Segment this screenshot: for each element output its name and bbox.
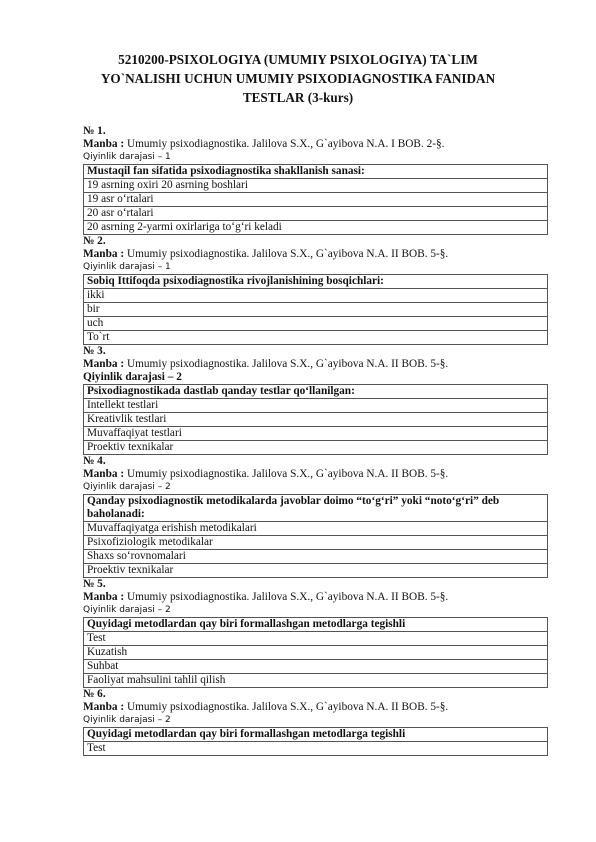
answer-option: ikki [84, 289, 548, 303]
question-text: Mustaqil fan sifatida psixodiagnostika shakllanish sanasi: [84, 165, 548, 179]
answer-row [84, 674, 548, 688]
answer-row [84, 317, 548, 331]
question-row [84, 165, 548, 179]
difficulty-level: Qiyinlik darajasi – 1 [83, 152, 171, 162]
question-source [83, 248, 548, 261]
answer-option: Suhbat [84, 660, 548, 674]
title-line: TESTLAR (3-kurs) [242, 90, 354, 105]
question-number: № 3. [83, 345, 106, 357]
question-table [83, 274, 548, 345]
answer-row [84, 441, 548, 455]
title-line: YO`NALISHI UCHUN UMUMIY PSIXODIAGNOSTIKA FANIDAN [100, 71, 496, 86]
question-table [83, 617, 548, 688]
source-text: Umumiy psixodiagnostika. Jalilova S.X., G`ayibova N.A. I BOB. 2-§. [124, 138, 445, 150]
answer-row [84, 427, 548, 441]
answer-option: Test [84, 742, 548, 756]
answer-option: To`rt [84, 331, 548, 345]
answer-option: 19 asrning oxiri 20 asrning boshlari [84, 179, 548, 193]
source-text: Umumiy psixodiagnostika. Jalilova S.X., G`ayibova N.A. II BOB. 5-§. [124, 248, 449, 260]
answer-option: 19 asr o‘rtalari [84, 193, 548, 207]
question-number: № 4. [83, 455, 106, 467]
answer-option: 20 asrning 2-yarmi oxirlariga to‘g‘ri keladi [84, 221, 548, 235]
question-source [83, 138, 548, 151]
title-line: 5210200-PSIXOLOGIYA (UMUMIY PSIXOLOGIYA) TA`LIM [118, 52, 478, 67]
answer-option: Muvaffaqiyatga erishish metodikalari [84, 522, 548, 536]
question-text: Psixodiagnostikada dastlab qanday testlar qo‘llanilgan: [84, 385, 548, 399]
question-block [83, 455, 548, 578]
answer-option: Kreativlik testlari [84, 413, 548, 427]
difficulty-level: Qiyinlik darajasi – 2 [83, 715, 171, 725]
question-number: № 2. [83, 235, 106, 247]
question-row [84, 275, 548, 289]
answer-row [84, 207, 548, 221]
question-block [83, 125, 548, 235]
answer-option: Intellekt testlari [84, 399, 548, 413]
answer-option: uch [84, 317, 548, 331]
answer-option: Kuzatish [84, 646, 548, 660]
answer-row [84, 179, 548, 193]
question-number: № 5. [83, 578, 106, 590]
question-block [83, 688, 548, 756]
question-block [83, 235, 548, 345]
answer-option: Test [84, 632, 548, 646]
answer-row [84, 742, 548, 756]
answer-option: Psixofiziologik metodikalar [84, 536, 548, 550]
document-title [60, 50, 536, 107]
difficulty-level: Qiyinlik darajasi – 2 [83, 371, 182, 383]
source-label: Manba : [83, 358, 125, 370]
source-label: Manba : [83, 701, 125, 713]
source-text: Umumiy psixodiagnostika. Jalilova S.X., G`ayibova N.A. II BOB. 5-§. [124, 468, 449, 480]
question-block [83, 578, 548, 688]
answer-row [84, 399, 548, 413]
answer-row [84, 413, 548, 427]
question-text: Quyidagi metodlardan qay biri formallashgan metodlarga tegishli [84, 618, 548, 632]
question-number: № 1. [83, 125, 106, 137]
answer-option: Muvaffaqiyat testlari [84, 427, 548, 441]
answer-row [84, 646, 548, 660]
answer-option: 20 asr o‘rtalari [84, 207, 548, 221]
difficulty-level: Qiyinlik darajasi – 2 [83, 482, 171, 492]
source-text: Umumiy psixodiagnostika. Jalilova S.X., G`ayibova N.A. II BOB. 5-§. [124, 358, 449, 370]
questions-list [83, 125, 548, 756]
source-label: Manba : [83, 591, 125, 603]
answer-option: Shaxs so‘rovnomalari [84, 550, 548, 564]
answer-row [84, 564, 548, 578]
question-source [83, 358, 548, 371]
source-label: Manba : [83, 138, 125, 150]
source-label: Manba : [83, 468, 125, 480]
difficulty-level: Qiyinlik darajasi – 2 [83, 605, 171, 615]
question-block [83, 345, 548, 455]
answer-option: Proektiv texnikalar [84, 564, 548, 578]
answer-row [84, 193, 548, 207]
question-text: Quyidagi metodlardan qay biri formallashgan metodlarga tegishli [84, 728, 548, 742]
answer-row [84, 632, 548, 646]
question-text: Qanday psixodiagnostik metodikalarda javoblar doimo “to‘g‘ri” yoki “noto‘g‘ri” deb baholanadi: [84, 495, 548, 522]
answer-row [84, 331, 548, 345]
source-text: Umumiy psixodiagnostika. Jalilova S.X., G`ayibova N.A. II BOB. 5-§. [124, 701, 449, 713]
question-row [84, 618, 548, 632]
question-table [83, 494, 548, 578]
question-source [83, 701, 548, 714]
answer-option: Proektiv texnikalar [84, 441, 548, 455]
question-source [83, 591, 548, 604]
answer-row [84, 221, 548, 235]
answer-row [84, 303, 548, 317]
question-source [83, 468, 548, 481]
difficulty-level: Qiyinlik darajasi – 1 [83, 262, 171, 272]
source-label: Manba : [83, 248, 125, 260]
answer-option: bir [84, 303, 548, 317]
answer-option: Faoliyat mahsulini tahlil qilish [84, 674, 548, 688]
question-number: № 6. [83, 688, 106, 700]
answer-row [84, 289, 548, 303]
question-row [84, 385, 548, 399]
question-table [83, 164, 548, 235]
answer-row [84, 522, 548, 536]
source-text: Umumiy psixodiagnostika. Jalilova S.X., G`ayibova N.A. II BOB. 5-§. [124, 591, 449, 603]
answer-row [84, 660, 548, 674]
answer-row [84, 536, 548, 550]
question-row [84, 728, 548, 742]
question-table [83, 727, 548, 756]
question-text: Sobiq Ittifoqda psixodiagnostika rivojlanishining bosqichlari: [84, 275, 548, 289]
question-row [84, 495, 548, 522]
question-table [83, 384, 548, 455]
answer-row [84, 550, 548, 564]
